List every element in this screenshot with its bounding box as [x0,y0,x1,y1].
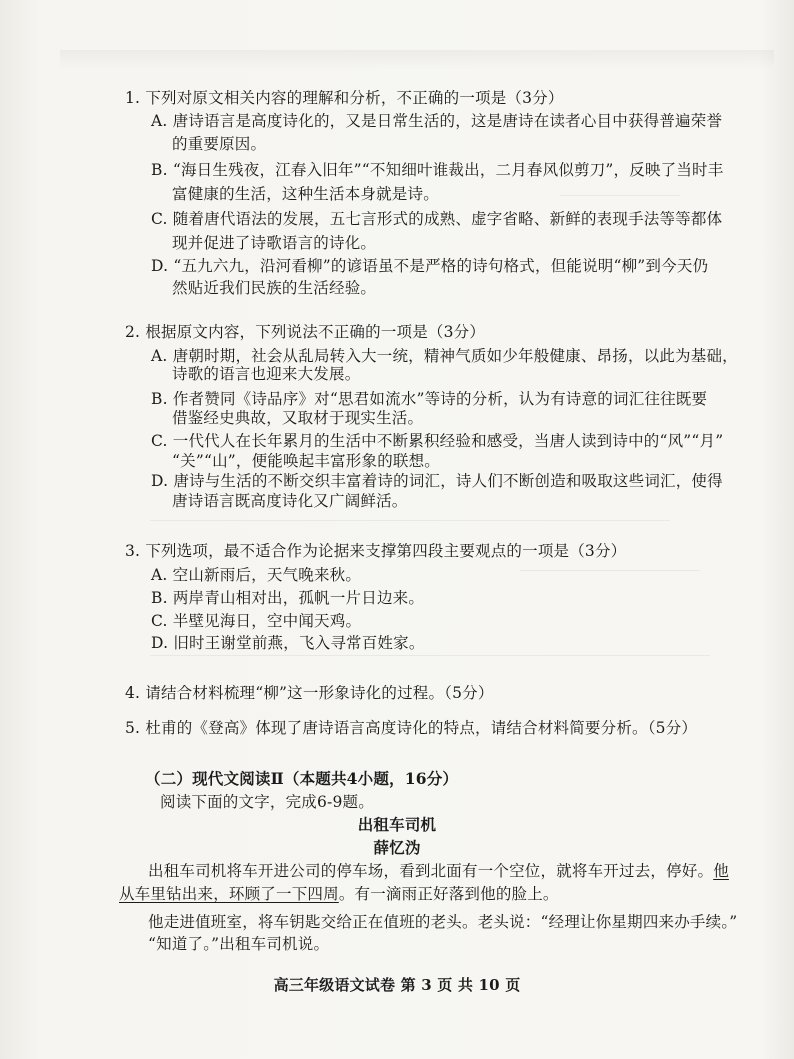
q4-stem: 4. 请结合材料梳理“柳”这一形象诗化的过程。（5分） [125,684,494,702]
q3-option-b: B. 两岸青山相对出，孤帆一片日边来。 [151,589,425,607]
q5-stem: 5. 杜甫的《登高》体现了唐诗语言高度诗化的特点，请结合材料简要分析。（5分） [125,719,698,737]
q1-option-b: B. “海日生残夜，江春入旧年”“不知细叶谁裁出，二月春风似剪刀”，反映了当时丰 [151,161,724,179]
section-instruction: 阅读下面的文字，完成6-9题。 [160,793,374,811]
q3-option-d: D. 旧时王谢堂前燕，飞入寻常百姓家。 [151,634,425,652]
q1-stem: 1. 下列对原文相关内容的理解和分析，不正确的一项是（3分） [125,89,564,107]
story-p1-underlined-start: 他 [713,862,729,880]
q1-option-a: A. 唐诗语言是高度诗化的，又是日常生活的，这是唐诗在读者心目中获得普遍荣誉 [151,112,723,130]
story-paragraph-1-cont [119,882,559,904]
q2-stem: 2. 根据原文内容，下列说法不正确的一项是（3分） [125,323,486,341]
bleed-through-line [150,655,710,656]
q1-option-d-cont: 然贴近我们民族的生活经验。 [172,279,377,297]
q2-option-c: C. 一代代人在长年累月的生活中不断累积经验和感受，当唐人读到诗中的“风”“月” [151,432,724,450]
q1-option-c-cont: 现并促进了诗歌语言的诗化。 [172,234,377,252]
q1-option-c: C. 随着唐代语法的发展，五七言形式的成熟、虚字省略、新鲜的表现手法等等都体 [151,210,723,228]
page-footer: 高三年级语文试卷 第 3 页 共 10 页 [273,976,521,994]
q2-option-d: D. 唐诗与生活的不断交织丰富着诗的词汇，诗人们不断创造和吸取这些词汇，使得 [151,472,723,490]
story-p1-underlined: 从车里钻出来，环顾了一下四周 [119,885,339,903]
story-p1-rest: 。有一滴雨正好落到他的脸上。 [338,885,559,903]
story-title: 出租车司机 [357,815,437,834]
q2-option-b-cont: 借鉴经史典故，又取材于现实生活。 [172,409,424,427]
q3-stem: 3. 下列选项，最不适合作为论据来支撑第四段主要观点的一项是（3分） [125,542,627,560]
bleed-through-line [560,195,680,196]
bleed-through-line [150,520,670,521]
q2-option-a-cont: 诗歌的语言也迎来大发展。 [172,365,361,383]
story-paragraph-3: “知道了。”出租车司机说。 [148,935,330,953]
q2-option-a: A. 唐朝时期，社会从乱局转入大一统，精神气质如少年般健康、昂扬，以此为基础， [151,347,738,365]
q1-option-d: D. “五九六九，沿河看柳”的谚语虽不是严格的诗句格式，但能说明“柳”到今天仍 [151,257,709,275]
story-author: 薛忆沩 [373,838,421,857]
section-title: （二）现代文阅读Ⅱ（本题共4小题，16分） [145,769,459,788]
story-paragraph-2: 他走进值班室，将车钥匙交给正在值班的老头。老头说：“经理让你星期四来办手续。” [148,913,738,931]
q3-option-c: C. 半壁见海日，空中闻天鸡。 [151,612,362,630]
q1-option-b-cont: 富健康的生活，这种生活本身就是诗。 [172,185,439,203]
bleed-through-line [520,570,700,571]
story-paragraph-1 [148,859,729,881]
story-p1-text: 出租车司机将车开进公司的停车场，看到北面有一个空位，就将车开过去，停好。 [148,862,714,880]
q2-option-c-cont: “关”“山”，便能唤起丰富形象的联想。 [172,452,440,470]
q2-option-d-cont: 唐诗语言既高度诗化又广阔鲜活。 [172,492,408,510]
scan-shadow [60,50,774,70]
q1-option-a-cont: 的重要原因。 [172,135,267,153]
q2-option-b: B. 作者赞同《诗品序》对“思君如流水”等诗的分析，认为有诗意的词汇往往既要 [151,390,708,408]
q3-option-a: A. 空山新雨后，天气晚来秋。 [151,566,362,584]
